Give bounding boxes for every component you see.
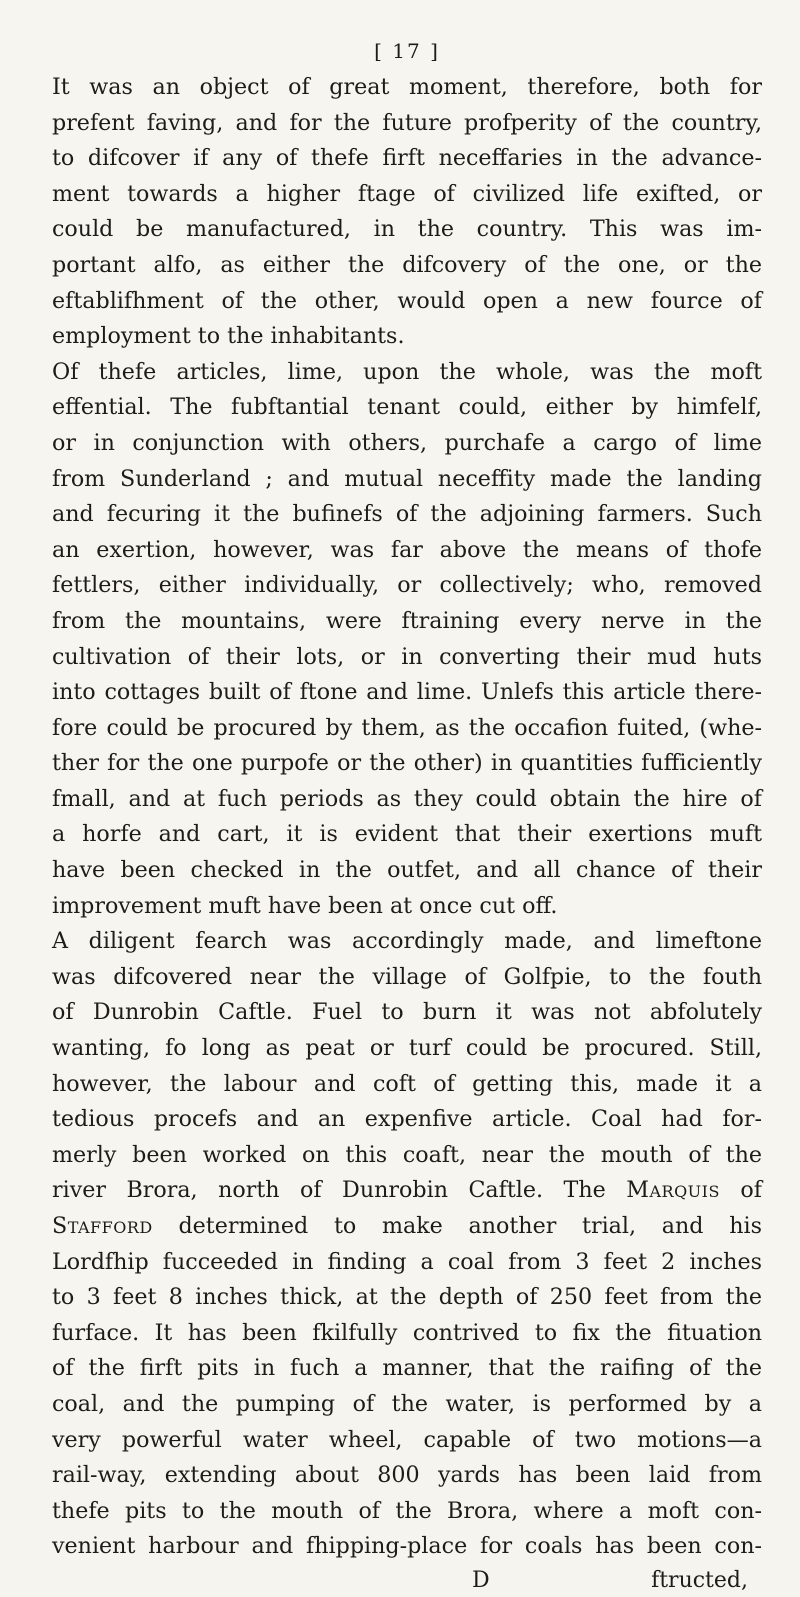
text-line: It was an object of great moment, therefore, both for [52, 74, 762, 100]
paragraph [52, 70, 762, 355]
text-line: have been checked in the outfet, and all chance of their [52, 857, 762, 884]
body-text [52, 70, 762, 1565]
text-line: cultivation of their lots, or in converting their mud huts [52, 643, 762, 670]
text-line: Lordfhip fucceeded in finding a coal from 3 feet 2 inches [52, 1248, 762, 1275]
text-line: an exertion, however, was far above the means of thofe [52, 536, 762, 563]
text-line: a horfe and cart, it is evident that their exertions muft [52, 821, 762, 848]
paragraph [52, 355, 762, 925]
text-line: rail-way, extending about 800 yards has been laid from [52, 1462, 762, 1489]
text-line: A diligent fearch was accordingly made, and limeftone [52, 928, 762, 955]
text-line: into cottages built of ftone and lime. Unlefs this article there- [52, 679, 762, 706]
page-number: [ 17 ] [374, 39, 440, 63]
text-line: coal, and the pumping of the water, is performed by a [52, 1390, 762, 1417]
text-line: of the firft pits in fuch a manner, that the raifing of the [52, 1355, 762, 1382]
text-line: wanting, fo long as peat or turf could be procured. Still, [52, 1035, 762, 1062]
text-line: fettlers, either individually, or collectively; who, removed [52, 572, 762, 599]
text-line: tedious procefs and an expenfive article. Coal had for- [52, 1106, 762, 1133]
text-line: merly been worked on this coaft, near the mouth of the [52, 1141, 762, 1168]
signature-mark: D [472, 1567, 490, 1593]
text-line: venient harbour and fhipping-place for coals has been con- [52, 1533, 762, 1560]
text-line: and fecuring it the bufinefs of the adjoining farmers. Such [52, 501, 762, 528]
text-line: thefe pits to the mouth of the Brora, where a moft con- [52, 1497, 762, 1524]
text-line: eftablifhment of the other, would open a new fource of [52, 287, 762, 314]
text-line: to difcover if any of thefe firft neceffaries in the advance- [52, 145, 762, 172]
page-footer [52, 1565, 762, 1597]
text-line: ther for the one purpofe or the other) in quantities fufficiently [52, 750, 762, 777]
text-line: from the mountains, were ftraining every nerve in the [52, 607, 762, 634]
text-line: Stafford determined to make another trial, and his [52, 1213, 762, 1239]
catchword: ftructed, [651, 1567, 748, 1593]
text-line: effential. The fubftantial tenant could, either by himfelf, [52, 394, 762, 421]
text-line: Of thefe articles, lime, upon the whole, was the moft [52, 358, 762, 385]
text-line: however, the labour and coft of getting this, made it a [52, 1070, 762, 1097]
text-line: was difcovered near the village of Golfpie, to the fouth [52, 963, 762, 990]
text-line: improvement muft have been at once cut off. [52, 892, 558, 919]
text-line: ment towards a higher ftage of civilized life exifted, or [52, 180, 762, 207]
text-line: prefent faving, and for the future profperity of the country, [52, 109, 762, 136]
text-line: could be manufactured, in the country. This was im- [52, 216, 762, 243]
text-line: river Brora, north of Dunrobin Caftle. The Marquis of [52, 1177, 762, 1204]
text-line: furface. It has been fkilfully contrived to fix the fituation [52, 1319, 762, 1346]
text-line: of Dunrobin Caftle. Fuel to burn it was not abfolutely [52, 999, 762, 1026]
text-line: or in conjunction with others, purchafe a cargo of lime [52, 429, 762, 456]
text-line: to 3 feet 8 inches thick, at the depth of 250 feet from the [52, 1284, 762, 1311]
paragraph [52, 924, 762, 1565]
text-line: portant alfo, as either the difcovery of the one, or the [52, 251, 762, 278]
text-line: fore could be procured by them, as the occafion fuited, (whe- [52, 714, 762, 741]
text-line: fmall, and at fuch periods as they could obtain the hire of [52, 785, 762, 812]
text-line: very powerful water wheel, capable of two motions—a [52, 1426, 762, 1453]
text-line: from Sunderland ; and mutual neceffity made the landing [52, 465, 762, 492]
text-line: employment to the inhabitants. [52, 323, 405, 350]
